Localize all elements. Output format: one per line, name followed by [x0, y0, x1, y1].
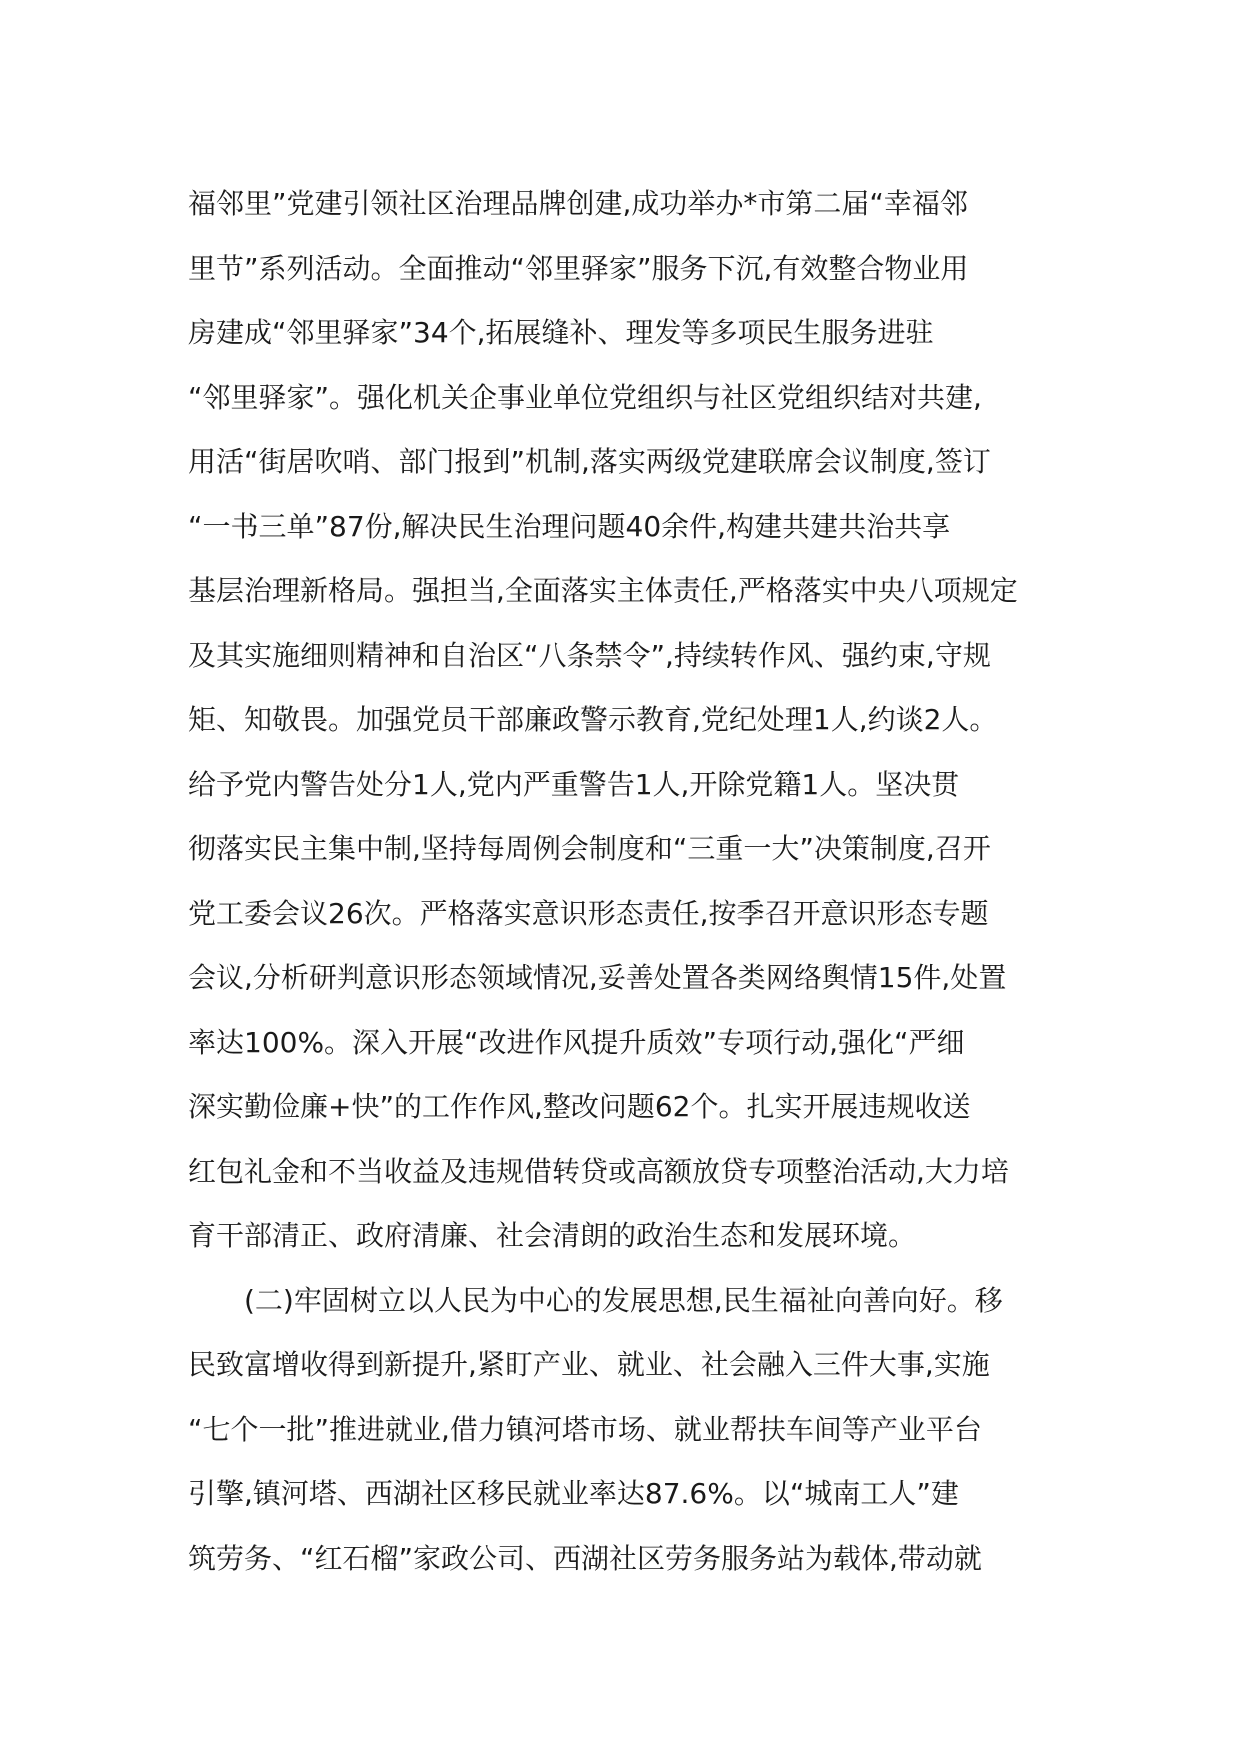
text-line: 筑劳务、“红石榴”家政公司、西湖社区劳务服务站为载体,带动就 — [188, 1541, 982, 1575]
text-line: “七个一批”推进就业,借力镇河塔市场、就业帮扶车间等产业平台 — [188, 1412, 982, 1446]
text-line: 福邻里”党建引领社区治理品牌创建,成功举办*市第二届“幸福邻 — [188, 187, 968, 220]
text-line: 房建成“邻里驿家”34个,拓展缝补、理发等多项民生服务进驻 — [188, 316, 934, 349]
text-line: 红包礼金和不当收益及违规借转贷或高额放贷专项整治活动,大力培 — [188, 1154, 1009, 1188]
text-line: 给予党内警告处分1人,党内严重警告1人,开除党籍1人。坚决贯 — [188, 767, 960, 801]
document-body — [188, 172, 1068, 1591]
text-line: 党工委会议26次。严格落实意识形态责任,按季召开意识形态专题 — [188, 896, 989, 930]
text-line: 引擎,镇河塔、西湖社区移民就业率达87.6%。以“城南工人”建 — [188, 1477, 959, 1510]
text-line: “一书三单”87份,解决民生治理问题40余件,构建共建共治共享 — [188, 509, 951, 543]
text-line: “邻里驿家”。强化机关企事业单位党组织与社区党组织结对共建, — [188, 380, 982, 414]
text-line: 彻落实民主集中制,坚持每周例会制度和“三重一大”决策制度,召开 — [188, 832, 991, 865]
text-line: 及其实施细则精神和自治区“八条禁令”,持续转作风、强约束,守规 — [188, 638, 991, 672]
text-line: 里节”系列活动。全面推动“邻里驿家”服务下沉,有效整合物业用 — [188, 251, 969, 285]
text-line: 率达100%。深入开展“改进作风提升质效”专项行动,强化“严细 — [188, 1025, 965, 1059]
text-line: 会议,分析研判意识形态领域情况,妥善处置各类网络舆情15件,处置 — [188, 961, 1007, 994]
text-line: 基层治理新格局。强担当,全面落实主体责任,严格落实中央八项规定 — [188, 574, 1018, 607]
text-line: 育干部清正、政府清廉、社会清朗的政治生态和发展环境。 — [188, 1219, 917, 1252]
text-line: 民致富增收得到新提升,紧盯产业、就业、社会融入三件大事,实施 — [188, 1348, 990, 1381]
text-line: 深实勤俭廉+快”的工作作风,整改问题62个。扎实开展违规收送 — [188, 1090, 971, 1123]
section-heading-line: (二)牢固树立以人民为中心的发展思想,民生福祉向善向好。移 — [244, 1283, 1003, 1317]
text-line: 矩、知敬畏。加强党员干部廉政警示教育,党纪处理1人,约谈2人。 — [188, 703, 998, 736]
text-line: 用活“街居吹哨、部门报到”机制,落实两级党建联席会议制度,签订 — [188, 445, 991, 478]
